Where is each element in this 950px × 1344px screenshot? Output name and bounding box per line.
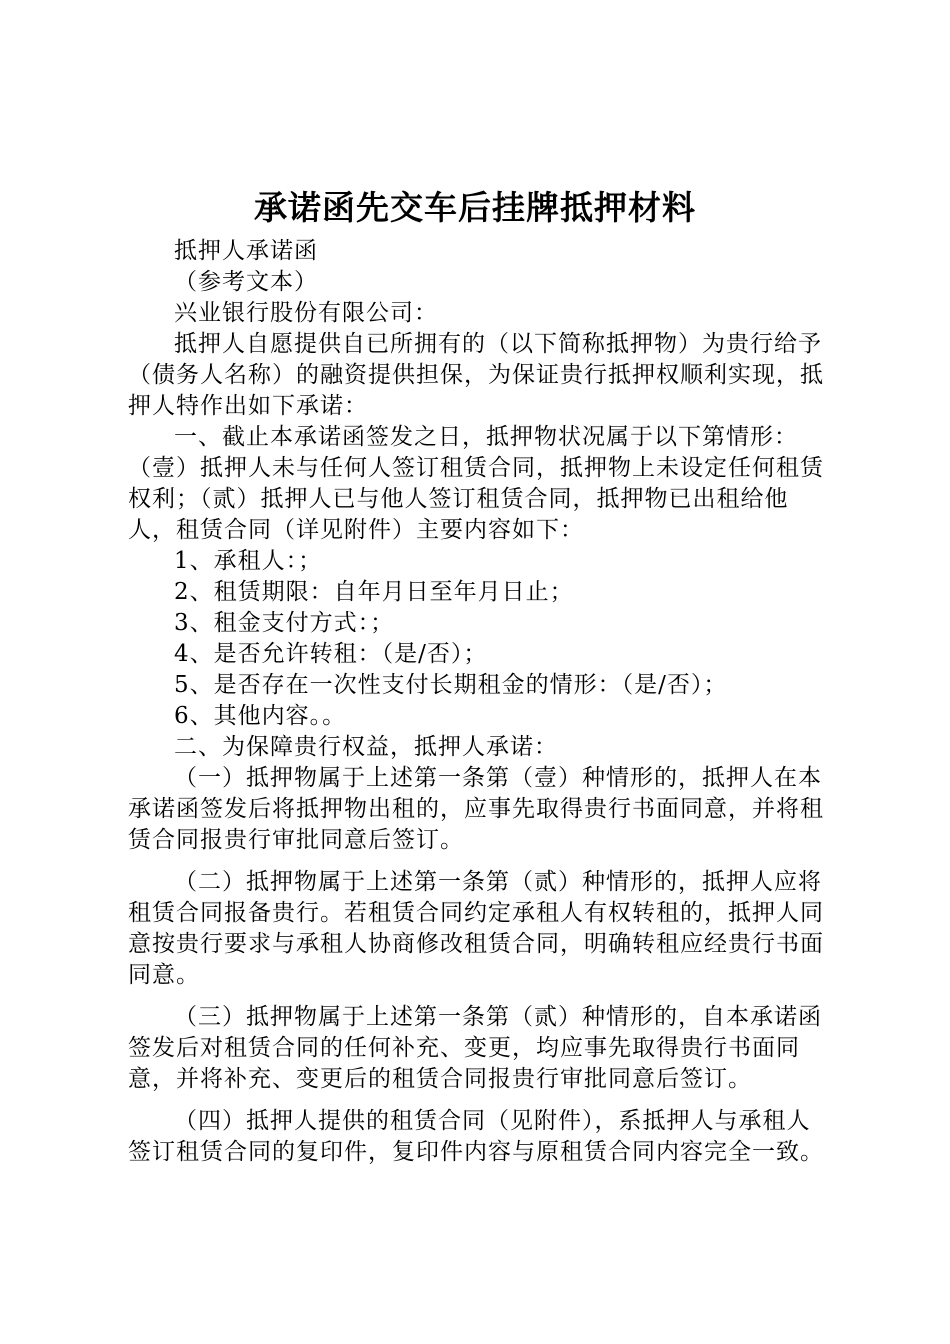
commitment-2: （二）抵押物属于上述第一条第（贰）种情形的，抵押人应将租赁合同报备贵行。若租赁合同约定承租人有权转租的，抵押人同意按贵行要求与承租人协商修改租赁合同，明确转租应经贵行书面同意。 <box>128 869 824 988</box>
lease-item-6: 6、其他内容。。 <box>174 703 347 729</box>
letter-heading: 抵押人承诺函 <box>174 238 318 264</box>
lease-item-4: 4、是否允许转租：（是/否）； <box>174 641 488 667</box>
lease-item-2: 2、租赁期限：自年月日至年月日止； <box>174 579 574 605</box>
commitment-1: （一）抵押物属于上述第一条第（壹）种情形的，抵押人在本承诺函签发后将抵押物出租的，应事先取得贵行书面同意，并将租赁合同报贵行审批同意后签订。 <box>128 765 824 853</box>
commitment-4: （四）抵押人提供的租赁合同（见附件），系抵押人与承租人签订租赁合同的复印件，复印件内容与原租赁合同内容完全一致。 <box>128 1108 824 1165</box>
reference-text-label: （参考文本） <box>174 269 318 295</box>
intro-paragraph: 抵押人自愿提供自已所拥有的（以下简称抵押物）为贵行给予（债务人名称）的融资提供担保，为保证贵行抵押权顺利实现，抵押人特作出如下承诺： <box>128 331 824 419</box>
clause-one: 一、截止本承诺函签发之日，抵押物状况属于以下第情形：（壹）抵押人未与任何人签订租赁合同，抵押物上未设定任何租赁权利；（贰）抵押人已与他人签订租赁合同，抵押物已出租给他人，租赁合同（详见附件）主要内容如下： <box>128 424 824 543</box>
lease-item-5: 5、是否存在一次性支付长期租金的情形：（是/否）； <box>174 672 728 698</box>
document-title: 承诺函先交车后挂牌抵押材料 <box>254 188 696 227</box>
commitment-3: （三）抵押物属于上述第一条第（贰）种情形的，自本承诺函签发后对租赁合同的任何补充、变更，均应事先取得贵行书面同意，并将补充、变更后的租赁合同报贵行审批同意后签订。 <box>128 1004 822 1092</box>
addressee: 兴业银行股份有限公司： <box>174 300 438 326</box>
document-body <box>128 236 828 1168</box>
lease-item-3: 3、租金支付方式：； <box>174 610 395 636</box>
clause-two: 二、为保障贵行权益，抵押人承诺： <box>174 734 558 760</box>
lease-item-1: 1、承租人：； <box>174 548 323 574</box>
